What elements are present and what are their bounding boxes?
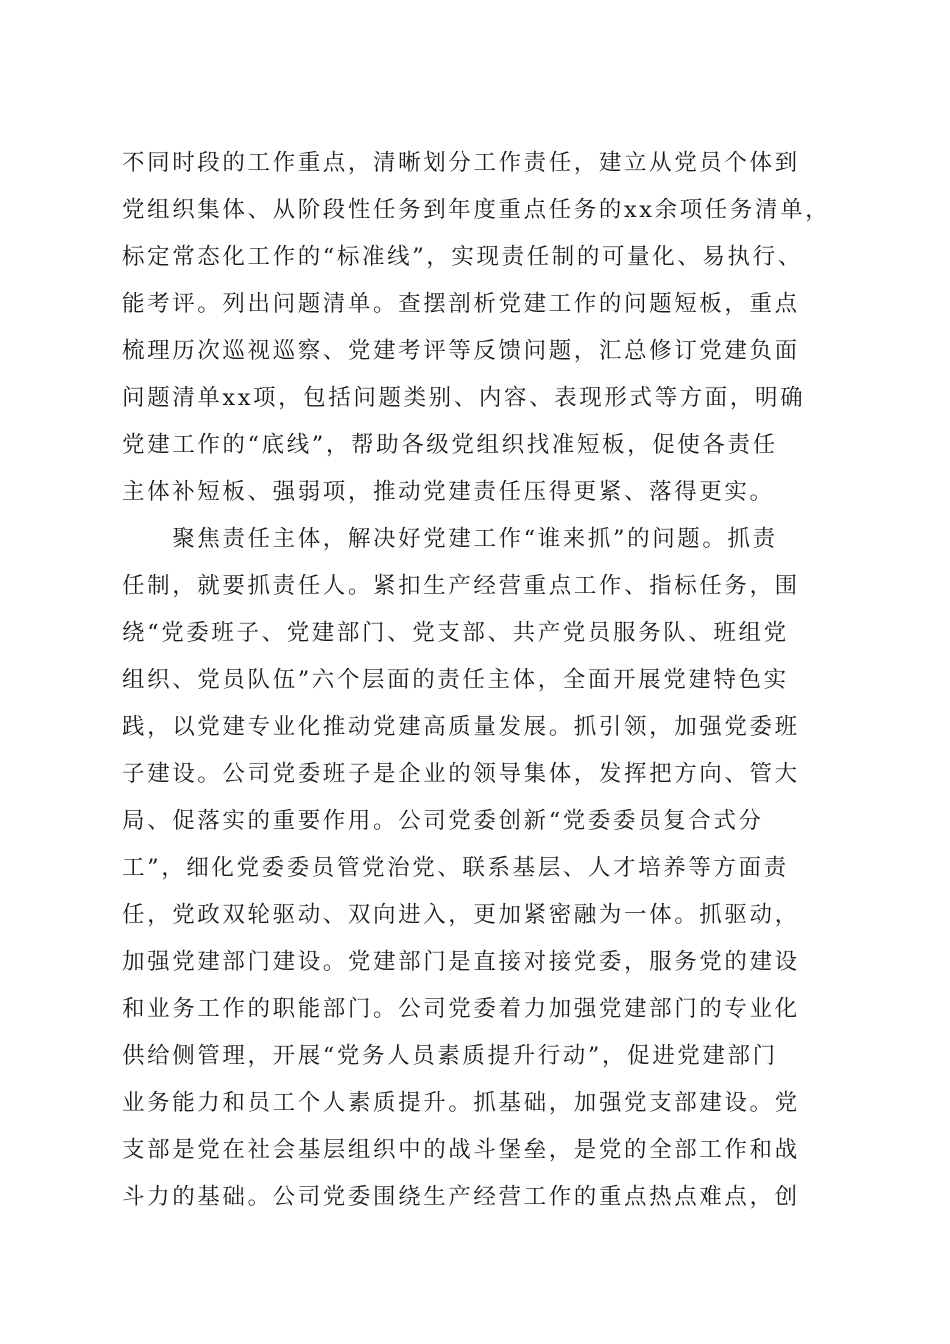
text-line: 不同时段的工作重点，清晰划分工作责任，建立从党员个体到	[122, 150, 800, 176]
text-line: 聚焦责任主体，解决好党建工作“谁来抓”的问题。抓责	[122, 526, 778, 552]
text-line: 加强党建部门建设。党建部门是直接对接党委，服务党的建设	[122, 949, 800, 975]
text-line: 主体补短板、强弱项，推动党建责任压得更紧、落得更实。	[122, 479, 775, 505]
paragraph-2	[122, 516, 842, 1221]
body-text	[122, 140, 842, 1221]
text-line: 和业务工作的职能部门。公司党委着力加强党建部门的专业化	[122, 996, 800, 1022]
text-line: 能考评。列出问题清单。查摆剖析党建工作的问题短板，重点	[122, 291, 800, 317]
text-line: 问题清单xx项，包括问题类别、内容、表现形式等方面，明确	[122, 385, 806, 411]
text-line: 党建工作的“底线”，帮助各级党组织找准短板，促使各责任	[122, 432, 778, 458]
text-line: 支部是党在社会基层组织中的战斗堡垒，是党的全部工作和战	[122, 1137, 800, 1163]
text-line: 任，党政双轮驱动、双向进入，更加紧密融为一体。抓驱动，	[122, 902, 800, 928]
text-line: 践，以党建专业化推动党建高质量发展。抓引领，加强党委班	[122, 714, 800, 740]
text-line: 梳理历次巡视巡察、党建考评等反馈问题，汇总修订党建负面	[122, 338, 800, 364]
text-line: 工”，细化党委委员管党治党、联系基层、人才培养等方面责	[122, 855, 789, 881]
text-line: 绕“党委班子、党建部门、党支部、共产党员服务队、班组党	[122, 620, 789, 646]
text-line: 党组织集体、从阶段性任务到年度重点任务的xx余项任务清单，	[122, 197, 831, 223]
text-line: 任制，就要抓责任人。紧扣生产经营重点工作、指标任务，围	[122, 573, 800, 599]
text-line: 标定常态化工作的“标准线”，实现责任制的可量化、易执行、	[122, 244, 803, 270]
text-line: 斗力的基础。公司党委围绕生产经营工作的重点热点难点，创	[122, 1184, 800, 1210]
text-line: 供给侧管理，开展“党务人员素质提升行动”，促进党建部门	[122, 1043, 778, 1069]
text-line: 业务能力和员工个人素质提升。抓基础，加强党支部建设。党	[122, 1090, 800, 1116]
paragraph-1	[122, 140, 842, 516]
text-line: 组织、党员队伍”六个层面的责任主体，全面开展党建特色实	[122, 667, 789, 693]
text-line: 子建设。公司党委班子是企业的领导集体，发挥把方向、管大	[122, 761, 800, 787]
text-line: 局、促落实的重要作用。公司党委创新“党委委员复合式分	[122, 808, 764, 834]
